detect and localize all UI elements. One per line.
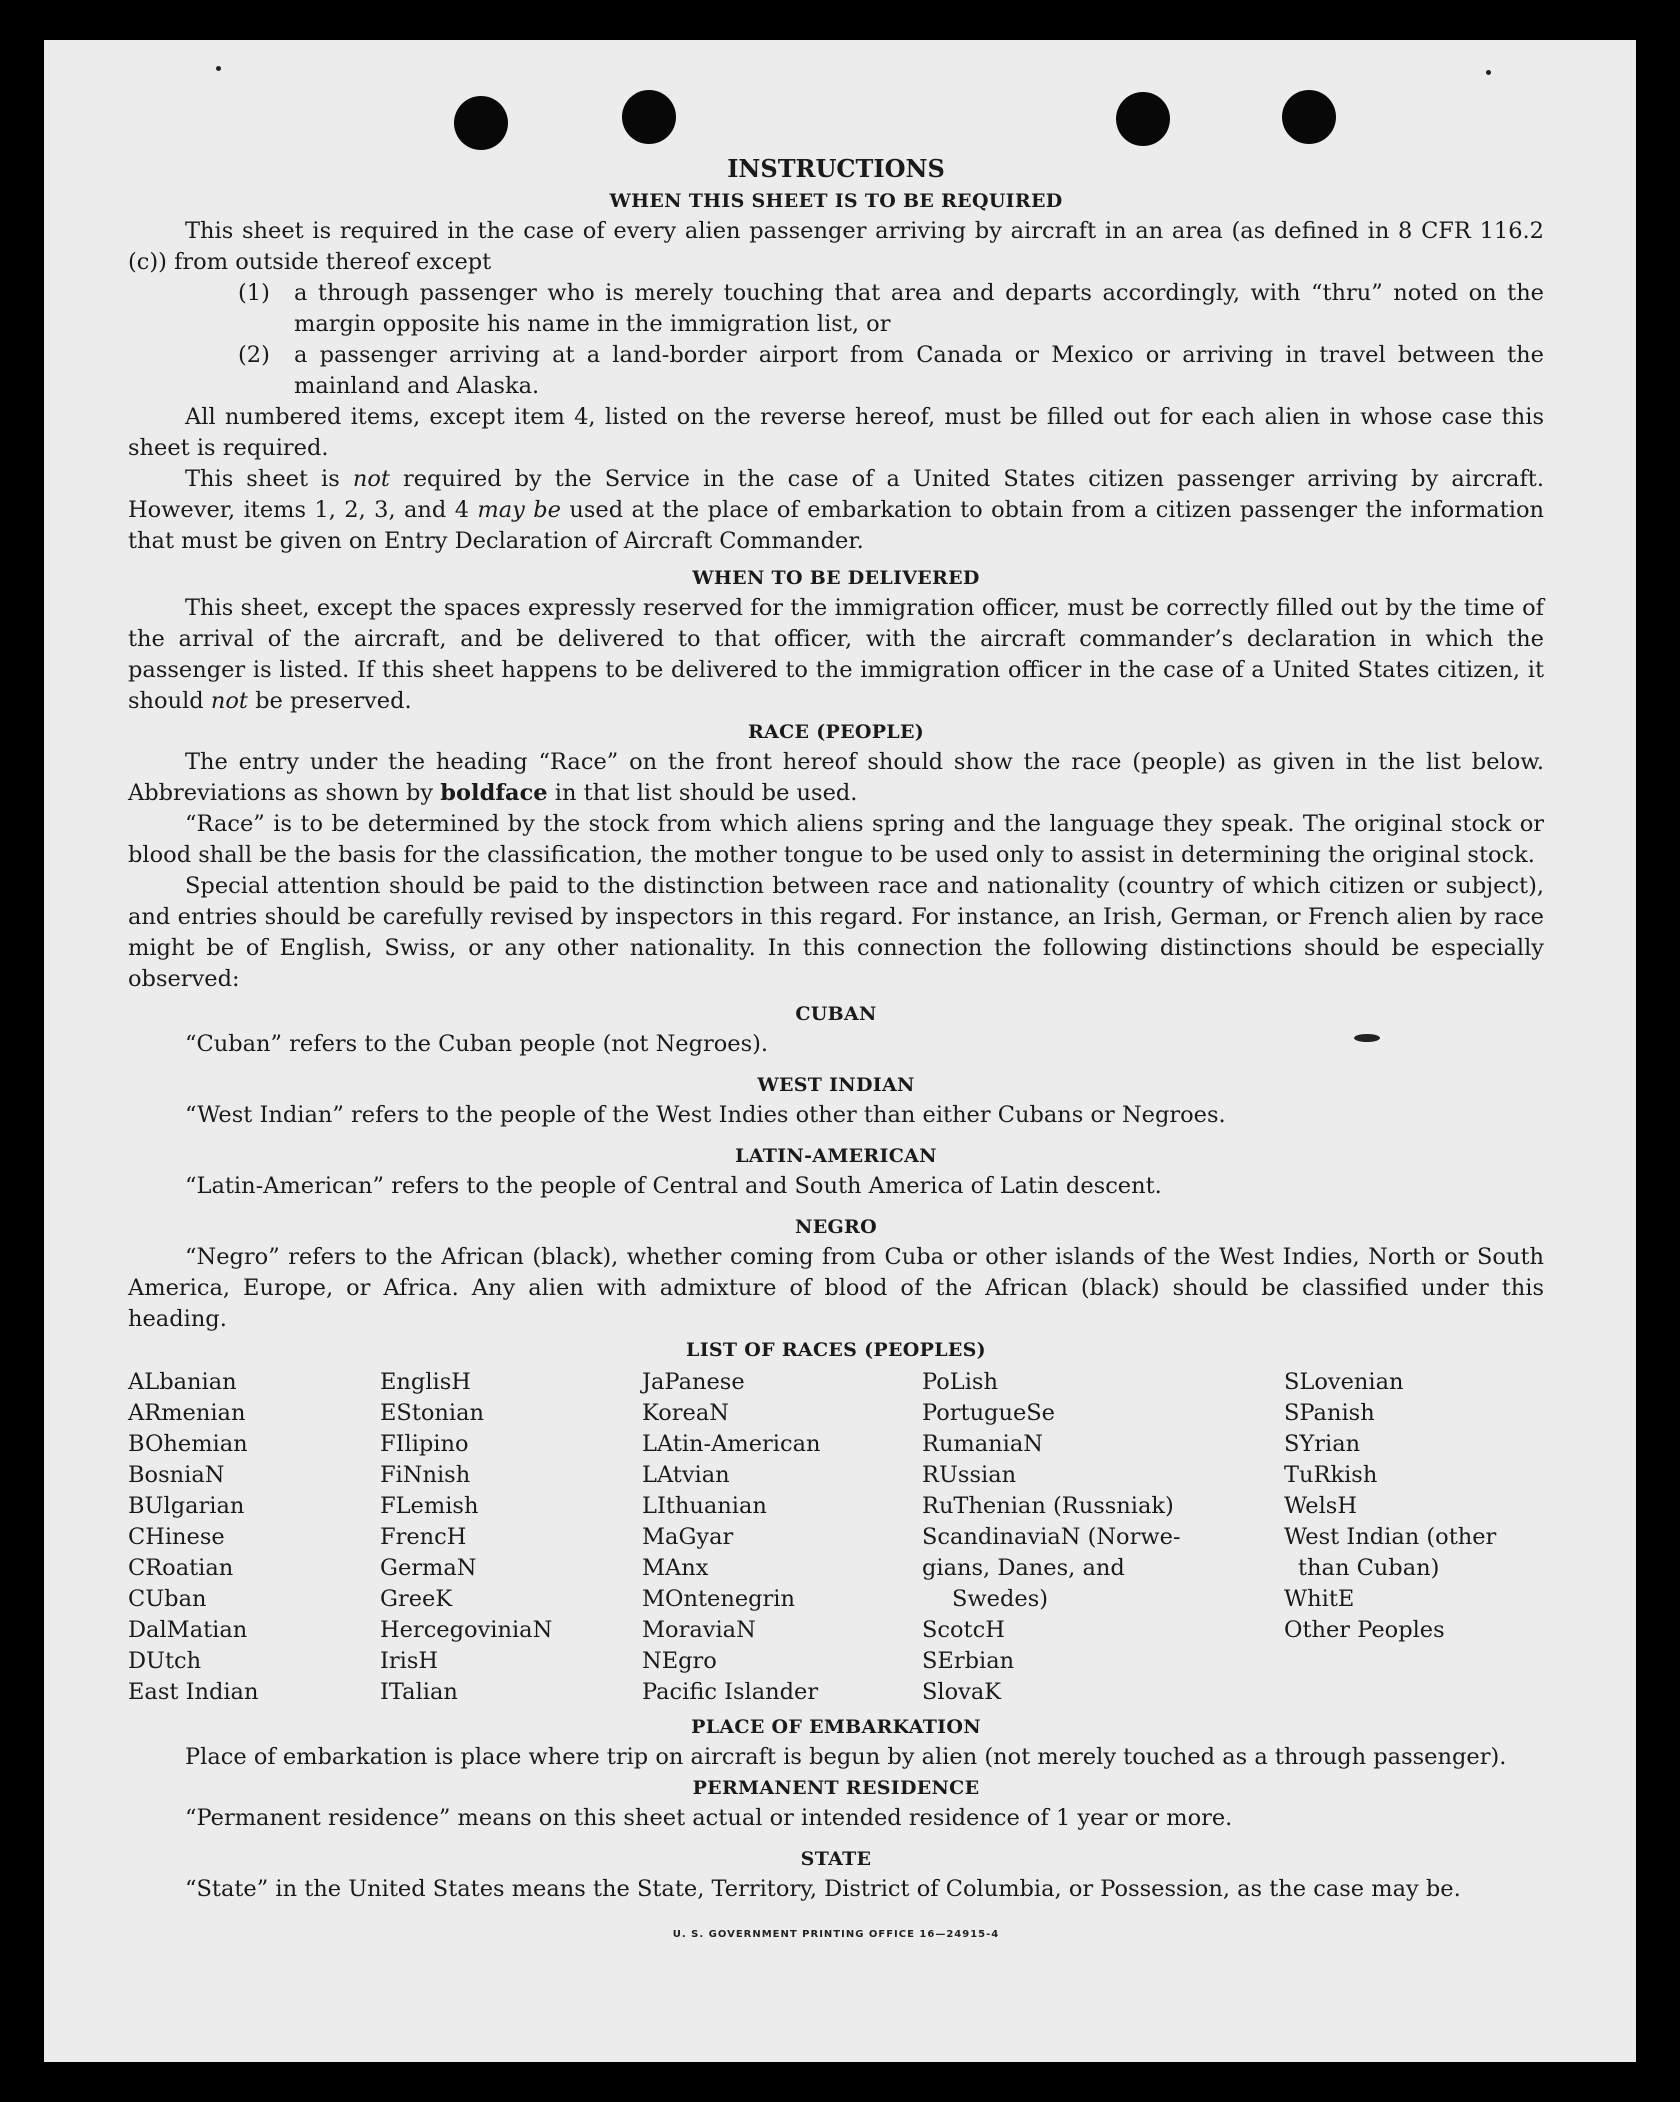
race-entry: HercegoviniaN: [380, 1617, 553, 1643]
race-entry: MaGyar: [642, 1524, 734, 1550]
item-text: a passenger arriving at a land-border airport from Canada or Mexico or arriving in travel between the mainland and Alaska.: [294, 342, 1544, 399]
section-heading-place-of-embarkation: PLACE OF EMBARKATION: [691, 1716, 981, 1738]
races-column: [1284, 1367, 1544, 1708]
race-entry: ARmenian: [128, 1400, 246, 1426]
section-heading-negro: NEGRO: [795, 1216, 877, 1238]
section-heading-race: RACE (PEOPLE): [747, 721, 925, 743]
paragraph: This sheet, except the spaces expressly reserved for the immigration officer, must be correctly filled out by the time of the arrival of the aircraft, and be delivered to that officer, with the aircraft commander’s declaration in which the passenger is listed. If this sheet happens to be delivered to the immigration officer in the case of a United States citizen, it should not be preserved.: [128, 595, 1544, 714]
punch-hole: [1282, 90, 1336, 144]
race-entry: TuRkish: [1284, 1462, 1378, 1488]
section-heading-state: STATE: [800, 1848, 872, 1870]
race-entry: CUban: [128, 1586, 207, 1612]
race-entry: Other Peoples: [1284, 1617, 1445, 1643]
race-entry: NEgro: [642, 1648, 717, 1674]
section-heading-permanent-residence: PERMANENT RESIDENCE: [692, 1777, 980, 1799]
race-entry: CHinese: [128, 1524, 225, 1550]
race-entry: DUtch: [128, 1648, 202, 1674]
race-entry: FIlipino: [380, 1431, 469, 1457]
race-entry: MOntenegrin: [642, 1586, 795, 1612]
race-entry: ITalian: [380, 1679, 458, 1705]
races-column: [128, 1367, 380, 1708]
item-number: (2): [238, 342, 270, 368]
race-entry: EStonian: [380, 1400, 485, 1426]
race-entry: Pacific Islander: [642, 1679, 819, 1705]
paragraph: “Cuban” refers to the Cuban people (not Negroes).: [185, 1031, 769, 1057]
instructions-content: [128, 152, 1544, 1950]
race-entry: RUssian: [922, 1462, 1017, 1488]
race-entry: FrencH: [380, 1524, 467, 1550]
races-list: [128, 1367, 1544, 1708]
race-entry: GermaN: [380, 1555, 477, 1581]
section-heading-when-required: WHEN THIS SHEET IS TO BE REQUIRED: [609, 190, 1063, 212]
race-entry: ScandinaviaN (Norwe-: [922, 1524, 1181, 1550]
race-entry: PortugueSe: [922, 1400, 1056, 1426]
races-column: [642, 1367, 922, 1708]
races-column: [380, 1367, 642, 1708]
paragraph: “State” in the United States means the State, Territory, District of Columbia, or Possession, as the case may be.: [185, 1876, 1461, 1902]
race-entry: JaPanese: [642, 1369, 745, 1395]
race-entry: MoraviaN: [642, 1617, 756, 1643]
race-entry: LAtin-American: [642, 1431, 821, 1457]
race-entry: SYrian: [1284, 1431, 1361, 1457]
race-entry: BOhemian: [128, 1431, 248, 1457]
race-entry: IrisH: [380, 1648, 439, 1674]
race-entry: MAnx: [642, 1555, 709, 1581]
race-entry: KoreaN: [642, 1400, 729, 1426]
race-entry: RumaniaN: [922, 1431, 1043, 1457]
item-text: a through passenger who is merely touching that area and departs accordingly, with “thru” noted on the margin opposite his name in the immigration list, or: [294, 280, 1544, 337]
race-entry: SPanish: [1284, 1400, 1375, 1426]
race-entry: West Indian (other: [1284, 1524, 1497, 1550]
race-entry: than Cuban): [1298, 1555, 1440, 1581]
paragraph: This sheet is not required by the Service in the case of a United States citizen passenger arriving by aircraft. However, items 1, 2, 3, and 4 may be used at the place of embarkation to obtain from a citizen passenger the information that must be given on Entry Declaration of Aircraft Commander.: [128, 466, 1544, 554]
race-entry: PoLish: [922, 1369, 998, 1395]
main-heading: INSTRUCTIONS: [727, 154, 945, 183]
race-entry: gians, Danes, and: [922, 1555, 1125, 1581]
race-entry: RuThenian (Russniak): [922, 1493, 1174, 1519]
race-entry: ScotcH: [922, 1617, 1005, 1643]
printer-imprint: U. S. GOVERNMENT PRINTING OFFICE 16—24915-4: [672, 1929, 1000, 1940]
race-entry: EnglisH: [380, 1369, 471, 1395]
document-page: [44, 40, 1636, 2062]
race-entry: East Indian: [128, 1679, 259, 1705]
paragraph: All numbered items, except item 4, listed on the reverse hereof, must be filled out for each alien in whose case this sheet is required.: [128, 404, 1544, 461]
paragraph: Place of embarkation is place where trip on aircraft is begun by alien (not merely touched as a through passenger).: [185, 1744, 1507, 1770]
paragraph: “Permanent residence” means on this sheet actual or intended residence of 1 year or more.: [185, 1805, 1233, 1831]
race-entry: FiNnish: [380, 1462, 471, 1488]
race-entry: WelsH: [1284, 1493, 1357, 1519]
paragraph: This sheet is required in the case of every alien passenger arriving by aircraft in an area (as defined in 8 CFR 116.2 (c)) from outside thereof except: [128, 218, 1544, 275]
race-entry: ALbanian: [128, 1369, 237, 1395]
list-item: [128, 340, 1544, 402]
race-entry: BosniaN: [128, 1462, 225, 1488]
section-heading-cuban: CUBAN: [795, 1003, 877, 1025]
races-column: [922, 1367, 1284, 1708]
paragraph: “West Indian” refers to the people of the West Indies other than either Cubans or Negroes.: [185, 1102, 1226, 1128]
race-entry: BUlgarian: [128, 1493, 245, 1519]
race-entry: SLovenian: [1284, 1369, 1404, 1395]
punch-hole: [454, 96, 508, 150]
section-heading-when-delivered: WHEN TO BE DELIVERED: [692, 567, 980, 589]
race-entry: LIthuanian: [642, 1493, 767, 1519]
list-item: [128, 278, 1544, 340]
race-entry: FLemish: [380, 1493, 479, 1519]
punch-hole: [622, 90, 676, 144]
item-number: (1): [238, 280, 270, 306]
race-entry: SErbian: [922, 1648, 1015, 1674]
ink-speck: [1486, 70, 1491, 75]
paragraph: “Latin-American” refers to the people of Central and South America of Latin descent.: [185, 1173, 1162, 1199]
race-entry: LAtvian: [642, 1462, 730, 1488]
section-heading-west-indian: WEST INDIAN: [757, 1074, 915, 1096]
punch-hole: [1116, 92, 1170, 146]
race-entry: DalMatian: [128, 1617, 248, 1643]
paragraph: “Negro” refers to the African (black), whether coming from Cuba or other islands of the West Indies, North or South America, Europe, or Africa. Any alien with admixture of blood of the African (black) should be classified under this heading.: [128, 1244, 1544, 1332]
race-entry: WhitE: [1284, 1586, 1355, 1612]
race-entry: GreeK: [380, 1586, 453, 1612]
section-heading-list-of-races: LIST OF RACES (PEOPLES): [686, 1339, 986, 1361]
paragraph: Special attention should be paid to the distinction between race and nationality (country of which citizen or subject), and entries should be carefully revised by inspectors in this regard. For instance, an Irish, German, or French alien by race might be of English, Swiss, or any other nationality. In this connection the following distinctions should be especially observed:: [128, 873, 1544, 992]
race-entry: SlovaK: [922, 1679, 1002, 1705]
ink-speck: [216, 66, 221, 71]
paragraph: The entry under the heading “Race” on the front hereof should show the race (people) as given in the list below. Abbreviations as shown by boldface in that list should be used.: [128, 749, 1544, 806]
section-heading-latin-american: LATIN-AMERICAN: [735, 1145, 937, 1167]
race-entry: CRoatian: [128, 1555, 234, 1581]
paragraph: “Race” is to be determined by the stock from which aliens spring and the language they speak. The original stock or blood shall be the basis for the classification, the mother tongue to be used only to assist in determining the original stock.: [128, 811, 1544, 868]
race-entry: Swedes): [952, 1586, 1049, 1612]
